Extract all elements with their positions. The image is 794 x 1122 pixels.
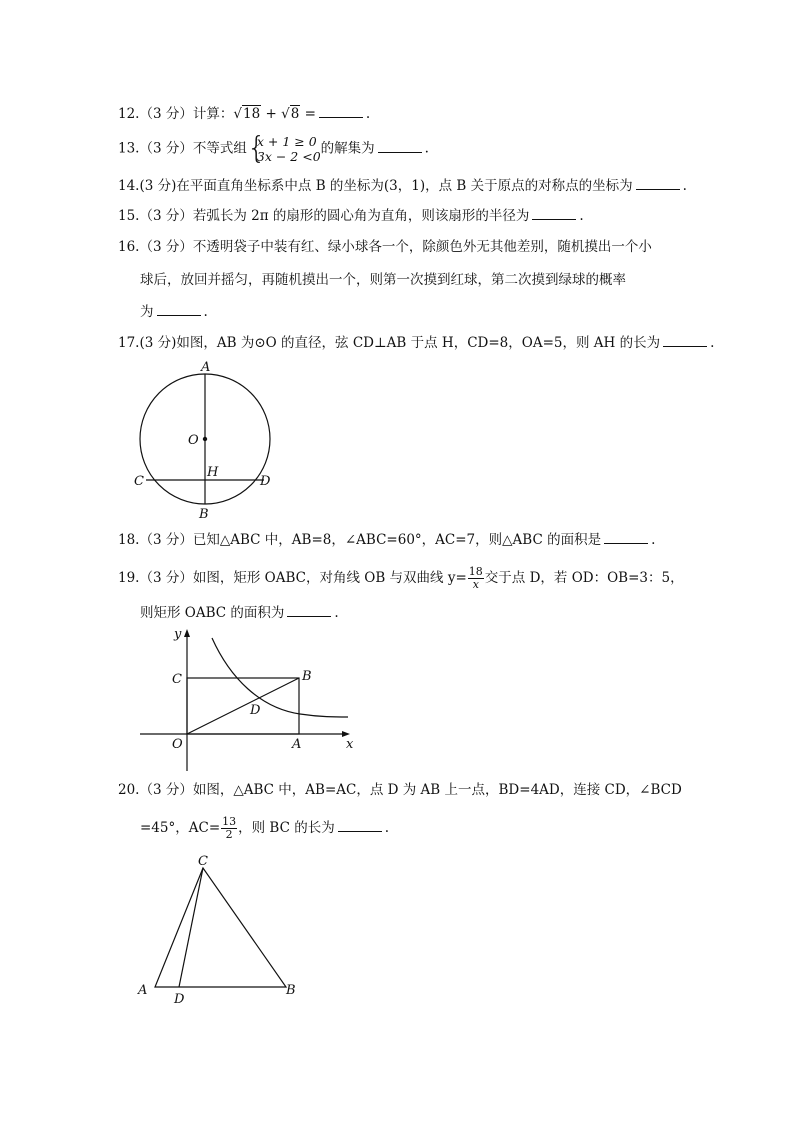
label-o: O — [172, 737, 183, 752]
circle-figure — [130, 358, 290, 523]
answer-blank[interactable] — [378, 139, 422, 153]
label-b: B — [199, 507, 209, 522]
label-b: B — [302, 669, 312, 684]
answer-blank[interactable] — [604, 530, 648, 544]
triangle-figure — [134, 852, 304, 1007]
label-h: H — [207, 465, 219, 480]
fraction-18-x: $\frac{18}{x}$ — [468, 565, 483, 591]
label-a: A — [138, 983, 148, 998]
question-16-line-3: 为 . — [140, 304, 208, 320]
question-20: 20.（3 分）如图，△ABC 中，AB=AC，点 D 为 AB 上一点，BD=4AD，连接 CD，∠BCD — [118, 782, 682, 798]
label-d: D — [260, 474, 271, 489]
label-a: A — [292, 737, 302, 752]
fraction-13-2: $\frac{13}{2}$ — [222, 815, 237, 841]
question-16-line-1: 16.（3 分）不透明袋子中装有红、绿小球各一个，除颜色外无其他差别，随机摸出一个小 — [118, 239, 652, 255]
question-18: 18.（3 分）已知△ABC 中，AB=8，∠ABC=60°，AC=7，则△ABC 的面积是 . — [118, 532, 656, 548]
question-12: 12.（3 分）计算：√18 + √8 = . — [118, 106, 371, 122]
answer-blank[interactable] — [287, 603, 331, 617]
inequality-system: { x + 1 ≥ 0 3x − 2 <0 — [246, 131, 321, 166]
question-13: 13.（3 分）不等式组 { x + 1 ≥ 0 3x − 2 <0 的解集为 . — [118, 131, 429, 166]
label-d: D — [250, 703, 261, 718]
label-d: D — [174, 992, 185, 1007]
question-17: 17.(3 分)如图，AB 为⊙O 的直径，弦 CD⊥AB 于点 H，CD=8，OA=5，则 AH 的长为 . — [118, 335, 715, 351]
question-16-line-2: 球后，放回并摇匀，再随机摸出一个，则第一次摸到红球，第二次摸到绿球的概率 — [140, 272, 626, 288]
answer-blank[interactable] — [338, 818, 382, 832]
answer-blank[interactable] — [157, 302, 201, 316]
answer-blank[interactable] — [636, 176, 680, 190]
rectangle-hyperbola-figure — [140, 628, 370, 773]
question-20-line-2: =45°，AC= $\frac{13}{2}$ ，则 BC 的长为 . — [140, 815, 390, 841]
question-19: 19.（3 分）如图，矩形 OABC，对角线 OB 与双曲线 y= $\frac{18}{x}$ 交于点 D，若 OD：OB=3：5， — [118, 565, 684, 591]
label-c: C — [198, 854, 208, 869]
answer-blank[interactable] — [319, 104, 363, 118]
label-c: C — [172, 672, 182, 687]
label-x: x — [346, 737, 354, 752]
label-c: C — [134, 474, 144, 489]
label-b: B — [286, 983, 296, 998]
question-19-line-2: 则矩形 OABC 的面积为 . — [140, 605, 339, 621]
question-14: 14.(3 分)在平面直角坐标系中点 B 的坐标为(3，1)，点 B 关于原点的对称点的坐标为 . — [118, 178, 687, 194]
label-o: O — [188, 433, 199, 448]
label-y: y — [174, 627, 182, 642]
answer-blank[interactable] — [663, 333, 707, 347]
question-15: 15.（3 分）若弧长为 2π 的扇形的圆心角为直角，则该扇形的半径为 . — [118, 208, 584, 224]
answer-blank[interactable] — [532, 206, 576, 220]
label-a: A — [201, 360, 211, 375]
